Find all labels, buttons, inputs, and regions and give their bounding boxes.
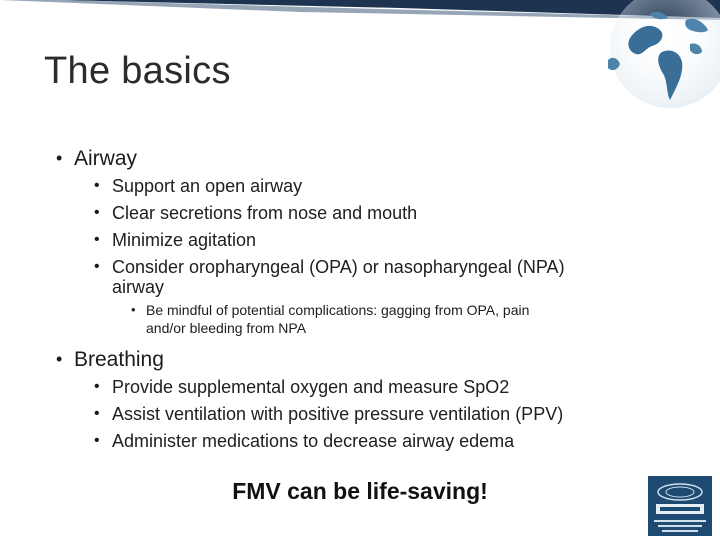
- closing-statement: FMV can be life-saving!: [232, 478, 488, 504]
- airway-subitem-line-2: and/or bleeding from NPA: [146, 320, 307, 336]
- airway-item-1: Support an open airway: [112, 176, 303, 196]
- bullet-marker: •: [94, 204, 100, 221]
- section-bullet-airway: •: [56, 148, 63, 168]
- bullet-marker: •: [94, 378, 100, 395]
- breathing-item-3: Administer medications to decrease airway edema: [112, 431, 515, 451]
- section-heading-breathing: Breathing: [74, 348, 164, 371]
- bullet-marker: •: [94, 432, 100, 449]
- organization-logo: [648, 476, 712, 536]
- bullet-marker: •: [94, 405, 100, 422]
- breathing-item-2: Assist ventilation with positive pressure ventilation (PPV): [112, 404, 564, 424]
- airway-item-4: Consider oropharyngeal (OPA) or nasopharyngeal (NPA): [112, 257, 565, 277]
- section-heading-airway: Airway: [74, 147, 138, 170]
- bullet-marker: •: [131, 302, 136, 317]
- bullet-marker: •: [94, 258, 100, 275]
- airway-item-2: Clear secretions from nose and mouth: [112, 203, 418, 223]
- section-bullet-breathing: •: [56, 349, 63, 369]
- breathing-item-1: Provide supplemental oxygen and measure SpO2: [112, 377, 510, 397]
- airway-subitem-line-1: Be mindful of potential complications: gagging from OPA, pain: [146, 302, 530, 318]
- bullet-marker: •: [94, 231, 100, 248]
- slide-title: The basics: [44, 50, 231, 92]
- airway-item-3: Minimize agitation: [112, 230, 257, 250]
- airway-item-4-continuation: airway: [112, 277, 165, 297]
- bullet-marker: •: [94, 177, 100, 194]
